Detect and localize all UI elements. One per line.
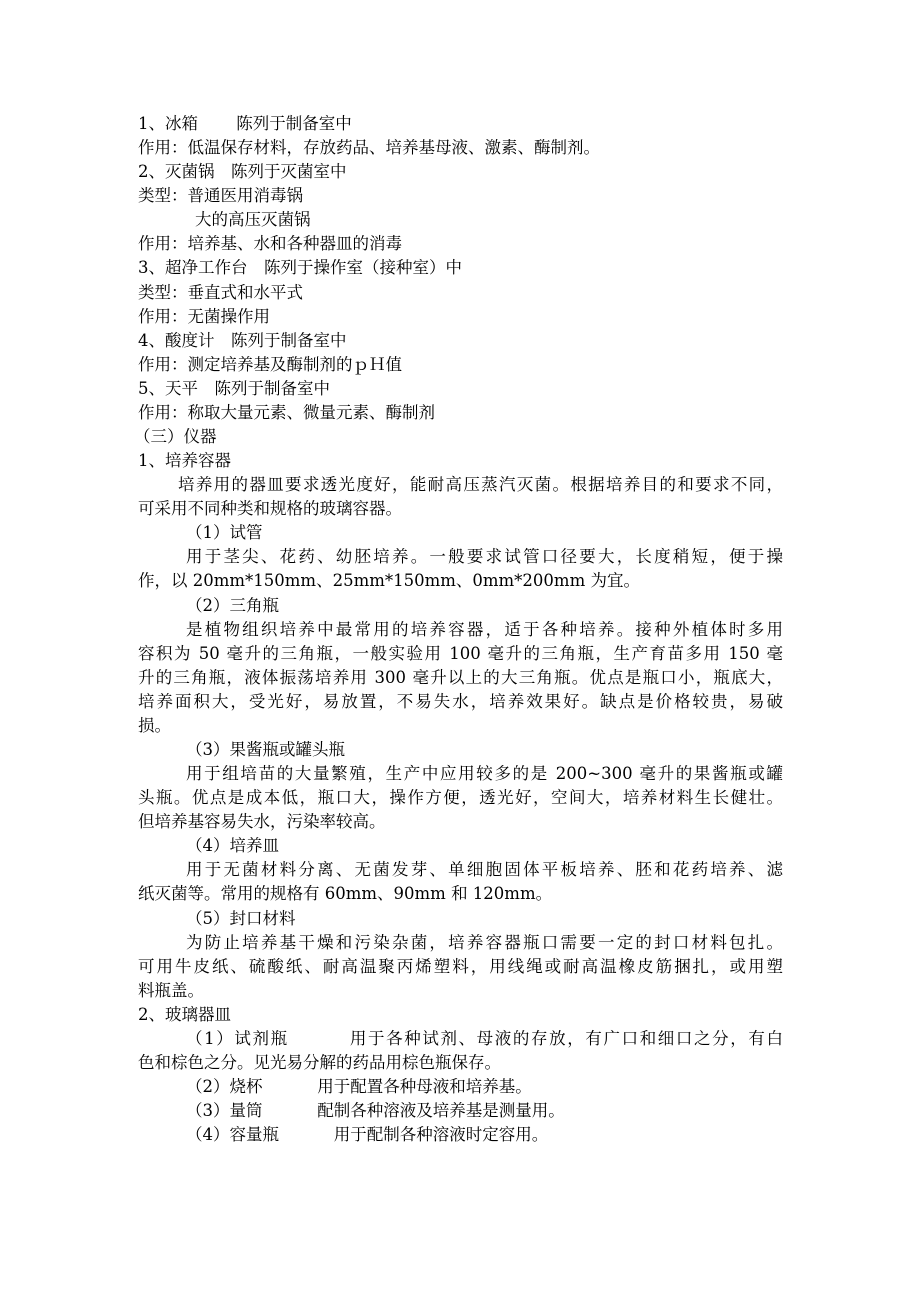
test-tube-line-2: 作，以 20mm*150mm、25mm*150mm、0mm*200mm 为宜。 [138,571,640,590]
heading-glassware: 2、玻璃器皿 [138,1005,231,1024]
flask-line-3: 升的三角瓶，液体振荡培养用 300 毫升以上的大三角瓶。优点是瓶口小，瓶底大， [138,668,783,687]
heading-sealing-material: （5）封口材料 [186,909,296,928]
item-sterilizer: 2、灭菌锅 陈列于灭菌室中 [138,162,347,181]
flask-line-1: 是植物组织培养中最常用的培养容器，适于各种培养。接种外植体时多用 [186,620,783,639]
item-clean-bench: 3、超净工作台 陈列于操作室（接种室）中 [138,258,462,277]
flask-line-2: 容积为 50 毫升的三角瓶，一般实验用 100 毫升的三角瓶，生产育苗多用 150 毫 [138,644,783,663]
sterilizer-type-2: 大的高压灭菌锅 [195,210,311,229]
petri-dish-line-1: 用于无菌材料分离、无菌发芽、单细胞固体平板培养、胚和花药培养、滤 [186,860,783,879]
clean-bench-function: 作用：无菌操作用 [138,307,270,326]
flask-line-4: 培养面积大，受光好，易放置，不易失水，培养效果好。缺点是价格较贵，易破 [138,692,783,711]
beaker-line: （2）烧杯 用于配置各种母液和培养基。 [186,1077,532,1096]
sterilizer-type-1: 类型：普通医用消毒锅 [138,186,303,205]
flask-line-5: 损。 [138,716,171,735]
petri-dish-line-2: 纸灭菌等。常用的规格有 60mm、90mm 和 120mm。 [138,884,553,903]
volumetric-flask-line: （4）容量瓶 用于配制各种溶液时定容用。 [186,1125,549,1144]
balance-function: 作用：称取大量元素、微量元素、酶制剂 [138,403,435,422]
jam-jar-line-1: 用于组培苗的大量繁殖，生产中应用较多的是 200~300 毫升的果酱瓶或罐 [186,764,783,783]
item-ph-meter: 4、酸度计 陈列于制备室中 [138,331,347,350]
sterilizer-function: 作用：培养基、水和各种器皿的消毒 [138,234,402,253]
heading-culture-containers: 1、培养容器 [138,451,231,470]
heading-test-tube: （1）试管 [186,523,263,542]
heading-erlenmeyer-flask: （2）三角瓶 [186,596,279,615]
heading-petri-dish: （4）培养皿 [186,836,279,855]
jam-jar-line-3: 但培养基容易失水，污染率较高。 [138,812,386,831]
sealing-line-1: 为防止培养基干燥和污染杂菌，培养容器瓶口需要一定的封口材料包扎。 [186,933,783,952]
reagent-bottle-line-1: （1）试剂瓶 用于各种试剂、母液的存放，有广口和细口之分，有白 [186,1029,783,1048]
section-heading-instruments: （三）仪器 [134,427,217,446]
reagent-bottle-line-2: 色和棕色之分。见光易分解的药品用棕色瓶保存。 [138,1053,501,1072]
containers-paragraph-line-1: 培养用的器皿要求透光度好，能耐高压蒸汽灭菌。根据培养目的和要求不同， [178,475,783,494]
graduated-cylinder-line: （3）量筒 配制各种溶液及培养基是测量用。 [186,1101,565,1120]
ph-meter-function: 作用：测定培养基及酶制剂的ｐＨ值 [138,355,402,374]
heading-jam-jar: （3）果酱瓶或罐头瓶 [186,740,345,759]
jam-jar-line-2: 头瓶。优点是成本低，瓶口大，操作方便，透光好，空间大，培养材料生长健壮。 [138,788,783,807]
sealing-line-2: 可用牛皮纸、硫酸纸、耐高温聚丙烯塑料，用线绳或耐高温橡皮筋捆扎，或用塑 [138,957,783,976]
sealing-line-3: 料瓶盖。 [138,981,204,1000]
item-balance: 5、天平 陈列于制备室中 [138,379,330,398]
clean-bench-type: 类型：垂直式和水平式 [138,283,303,302]
containers-paragraph-line-2: 可采用不同种类和规格的玻璃容器。 [138,499,402,518]
refrigerator-function: 作用：低温保存材料，存放药品、培养基母液、激素、酶制剂。 [138,138,600,157]
item-refrigerator: 1、冰箱 陈列于制备室中 [138,114,352,133]
test-tube-line-1: 用于茎尖、花药、幼胚培养。一般要求试管口径要大，长度稍短，便于操 [186,547,783,566]
